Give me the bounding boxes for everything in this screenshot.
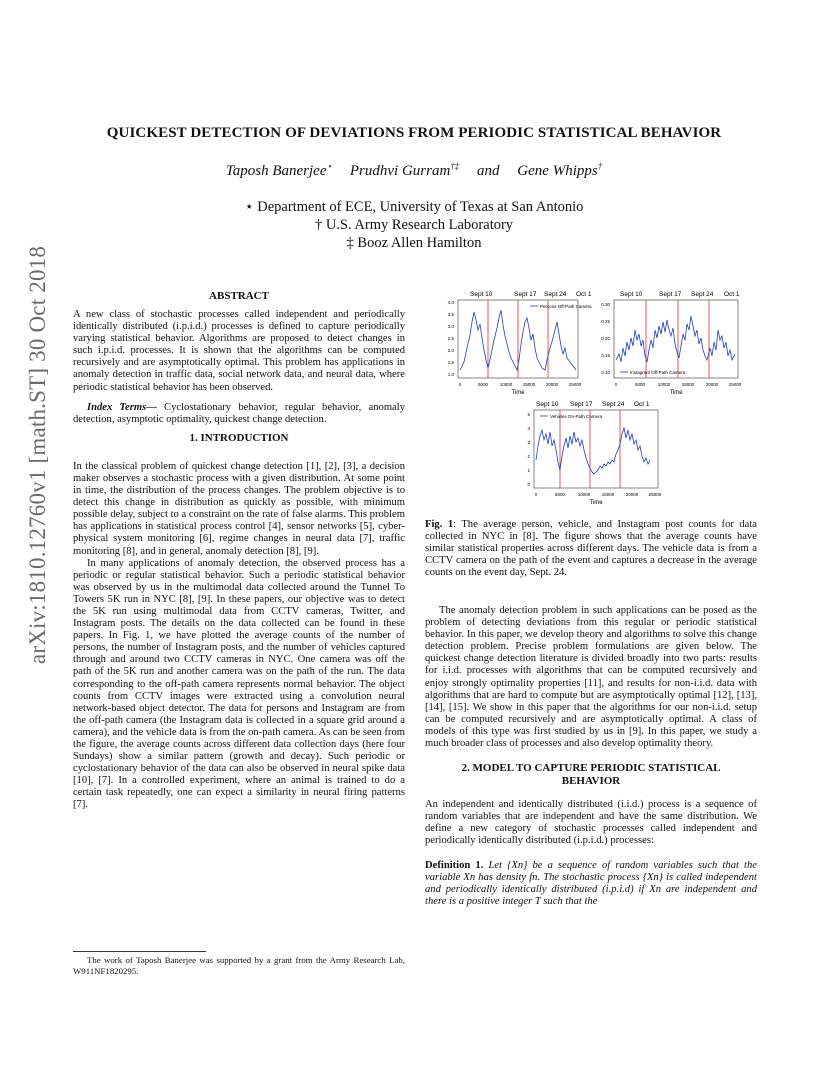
definition-1: Definition 1. Let {Xn} be a sequence of random variables such that the variable Xn has density fn. The stochastic process {Xn} is called independent and periodically identically distributed (i.p.i.d) if Xn are independent and there is a positive integer T such that the <box>425 859 757 907</box>
abstract-heading: ABSTRACT <box>209 290 269 302</box>
section-2-paragraph-1: An independent and identically distributed (i.i.d.) process is a sequence of random variables that are independent and have the same distribution. We define a new category of stochastic processes called independent and periodically identically distributed (i.p.i.d.) processes: <box>425 799 757 847</box>
x-axis-label: Time <box>589 500 603 506</box>
author-2: Prudhvi Gurram†‡ <box>349 161 460 179</box>
y-axis-ticks <box>527 412 530 487</box>
section-1-heading: 1. INTRODUCTION <box>189 431 289 444</box>
x-axis-ticks <box>459 382 582 387</box>
date-label: Oct 1 <box>634 401 650 408</box>
date-label: Sept 17 <box>659 291 682 298</box>
date-label: Sept 17 <box>514 291 537 298</box>
paper-title: QUICKEST DETECTION OF DEVIATIONS FROM PERIODIC STATISTICAL BEHAVIOR <box>106 125 722 141</box>
x-axis-label: Time <box>669 390 683 396</box>
x-axis-ticks <box>535 492 662 497</box>
intro-paragraph-1: In the classical problem of quickest change detection [1], [2], [3], a decision maker observes a stochastic process with a given distribution. At some point in time, the distribution of the process changes. The problem objective is to detect this change in distribution as quickly as possible, with minimum possible delay, subject to a constraint on the rate of false alarms. This problem has applications in statistical process control [4], sensor networks [5], cyber-physical system monitoring [6], regime changes in neural data [7], traffic monitoring [8], and in general, anomaly detection [8], [9]. <box>73 460 405 557</box>
date-label: Sept 10 <box>536 401 559 408</box>
footnote: The work of Taposh Banerjee was supported by a grant from the Army Research Lab, W911NF1820295. <box>73 955 405 976</box>
author-separator: and <box>477 163 500 179</box>
legend-label: Persons Off-Path Camera <box>540 304 592 309</box>
author-1: Taposh Banerjee⋆ <box>225 161 333 179</box>
svg-text:5: 5 <box>527 412 530 417</box>
svg-text:25000: 25000 <box>648 492 662 497</box>
svg-text:20000: 20000 <box>705 382 719 387</box>
svg-text:4.0: 4.0 <box>447 300 454 305</box>
svg-text:1.0: 1.0 <box>447 372 454 377</box>
date-label: Oct 1 <box>724 291 740 298</box>
svg-text:1.5: 1.5 <box>447 360 454 365</box>
svg-text:0: 0 <box>527 482 530 487</box>
svg-text:10000: 10000 <box>499 382 513 387</box>
svg-text:5000: 5000 <box>634 382 646 387</box>
svg-text:2: 2 <box>527 454 530 459</box>
legend-label: Vehicles On-Path Camera <box>550 414 603 419</box>
svg-text:0.10: 0.10 <box>601 370 610 375</box>
svg-text:3: 3 <box>527 440 530 445</box>
date-label: Sept 24 <box>602 401 625 408</box>
svg-text:1: 1 <box>527 468 530 473</box>
author-list <box>0 161 828 180</box>
svg-text:0: 0 <box>534 492 538 497</box>
date-label: Sept 17 <box>570 401 593 408</box>
svg-text:25000: 25000 <box>568 382 582 387</box>
svg-text:0.30: 0.30 <box>601 302 610 307</box>
panel-vehicles <box>527 401 661 506</box>
svg-text:15000: 15000 <box>601 492 615 497</box>
svg-text:4: 4 <box>527 426 530 431</box>
svg-text:5000: 5000 <box>554 492 566 497</box>
svg-text:0: 0 <box>614 382 618 387</box>
section-2-heading: 2. MODEL TO CAPTURE PERIODIC STATISTICAL BEHAVIOR <box>461 762 721 788</box>
svg-text:2.5: 2.5 <box>447 336 454 341</box>
abstract-text: A new class of stochastic processes called independent and periodically identically distributed (i.p.i.d.) processes is defined to capture periodically varying statistical behavior. Algorithms are proposed to detect changes in such i.p.i.d. processes. It is shown that the algorithms can be computed recursively and are asymptotically optimal. This problem has applications in anomaly detection in traffic data, social network data, and neural data, where periodic statistical behavior has been observed. <box>73 309 405 393</box>
svg-text:0.25: 0.25 <box>601 319 610 324</box>
date-label: Sept 24 <box>544 291 567 298</box>
svg-text:10000: 10000 <box>577 492 591 497</box>
x-axis-label: Time <box>511 390 525 396</box>
index-terms: Index Terms— Cyclostationary behavior, regular behavior, anomaly detection, asymptotic optimality, quickest change detection. <box>73 401 405 425</box>
left-column <box>73 290 405 812</box>
svg-text:0: 0 <box>458 382 462 387</box>
affiliation-2: † U.S. Army Research Laboratory <box>314 217 514 233</box>
date-label: Sept 24 <box>691 291 714 298</box>
svg-text:2.0: 2.0 <box>447 348 454 353</box>
figure-caption: Fig. 1: The average person, vehicle, and Instagram post counts for data collected in NYC in [8]. The figure shows that the average counts have similar statistical properties across different days. The vehicle data is from a CCTV camera on the path of the event and captures a decrease in the average counts on the event day, Sept. 24. <box>425 519 757 579</box>
date-label: Sept 10 <box>620 291 643 298</box>
svg-text:25000: 25000 <box>728 382 742 387</box>
affiliations <box>0 198 828 252</box>
svg-text:20000: 20000 <box>545 382 559 387</box>
svg-text:0.15: 0.15 <box>601 353 610 358</box>
date-label: Oct 1 <box>576 291 592 298</box>
x-axis-ticks <box>615 382 742 387</box>
panel-instagram <box>601 291 742 396</box>
svg-text:3.5: 3.5 <box>447 312 454 317</box>
series-line <box>616 316 735 362</box>
panel-persons <box>448 291 592 396</box>
affiliation-3: ‡ Booz Allen Hamilton <box>346 235 482 251</box>
author-3: Gene Whipps† <box>517 161 603 179</box>
svg-text:5000: 5000 <box>477 382 489 387</box>
footnote-rule <box>73 951 206 952</box>
svg-text:15000: 15000 <box>522 382 536 387</box>
figure-1 <box>438 288 768 510</box>
y-axis-ticks <box>601 302 610 375</box>
affiliation-1: ⋆ Department of ECE, University of Texas at San Antonio <box>244 199 584 215</box>
legend-label: Instagram Off-Path Camera <box>630 370 686 375</box>
intro-paragraph-2: In many applications of anomaly detection, the observed process has a periodic or regular statistical behavior. Such a periodic statistical behavior was observed by us in the multimodal data collected around the Tunnel To Towers 5K run in NYC [8], [9]. In these papers, our objective was to detect the 5K run using multimodal data from CCTV cameras, Twitter, and Instagram posts. The details on the data collected can be found in these papers. In Fig. 1, we have plotted the average counts of the number of persons, the number of Instagram posts, and the number of vehicles captured through and around two CCTV cameras in NYC. One camera was off the path of the 5K run and another camera was on the path of the run. The data corresponding to the off-path camera represents normal behavior. The object counts from CCTV images were extracted using a convolution neural network-based object detector. The data for persons and Instagram are from the off-path camera (the Instagram data is collected in a square grid around a camera), and the vehicle data is from the on-path camera. As can be seen from the figure, the average counts across different data collection days (here four Sundays) show a similar pattern (growth and decay). Such periodic or cyclostationary behavior of the data can also be observed in neural spike data [10], [7]. In a controlled experiment, where an animal is trained to do a certain task repeatedly, one can expect a similarity in neural firing patterns [7]. <box>73 557 405 811</box>
right-paragraph-1: The anomaly detection problem in such applications can be posed as the problem of detecting deviations from this regular or periodic statistical behavior. In this paper, we develop theory and algorithms to solve this change detection problem. Precise problem formulations are given below. The quickest change detection literature is divided broadly into two parts: results for i.i.d. processes with algorithms that can be computed recursively and enjoy strongly optimality properties [11], and results for non-i.i.d. data with algorithms that are hard to compute but are asymptotically optimal [12], [13], [14], [15]. We show in this paper that the algorithms for our non-i.i.d. setup can be computed recursively and are asymptotically optimal. A class of models of this type was first studied by us in [9]. In this paper, we study a much broader class of processes and also develop optimality theory. <box>425 605 757 750</box>
svg-text:3.0: 3.0 <box>447 324 454 329</box>
date-label: Sept 10 <box>470 291 493 298</box>
svg-text:0.20: 0.20 <box>601 336 610 341</box>
y-axis-ticks <box>448 300 455 377</box>
right-column <box>425 605 757 908</box>
svg-text:20000: 20000 <box>625 492 639 497</box>
plot-frame <box>534 410 658 488</box>
arxiv-identifier: arXiv:1810.12760v1 [math.ST] 30 Oct 2018 <box>25 245 50 665</box>
series-line <box>536 428 650 474</box>
svg-text:15000: 15000 <box>681 382 695 387</box>
svg-text:10000: 10000 <box>657 382 671 387</box>
